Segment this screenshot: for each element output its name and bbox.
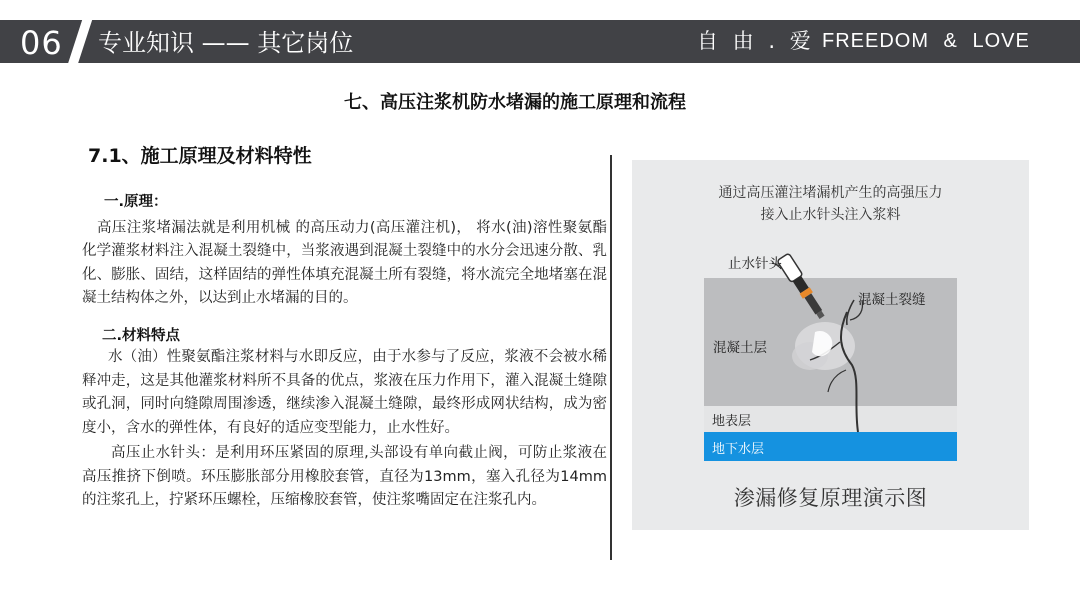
header-tagline-en: FREEDOM & LOVE (822, 30, 1030, 52)
principle-block (82, 191, 607, 311)
label-concrete: 混凝土层 (713, 340, 767, 356)
header-tagline: 自 由 . 爱 (697, 29, 815, 53)
diagram-title: 渗漏修复原理演示图 (733, 486, 928, 510)
diagram-drawing (632, 160, 1029, 530)
header-bar (0, 20, 1080, 63)
label-groundwater: 地下水层 (712, 442, 765, 457)
header-divider-slash (67, 16, 94, 68)
diagram-caption-line1: 通过高压灌注堵漏机产生的高强压力 (718, 185, 943, 201)
main-title: 七、高压注浆机防水堵漏的施工原理和流程 (344, 92, 686, 113)
column-divider (610, 155, 612, 560)
label-surface: 地表层 (712, 414, 752, 429)
materials-block (82, 326, 607, 513)
principle-text: 高压注浆堵漏法就是利用机械 的高压动力(高压灌注机)， 将水(油)溶性聚氨酯化学灌浆材料注入混凝土裂缝中，当浆液遇到混凝土裂缝中的水分会迅速分散、乳化、膨胀、固结，这样固结的弹性体填充混凝土所有裂缝，将水流完全地堵塞在混凝土结构体之外，以达到止水堵漏的目的。 (82, 219, 607, 306)
label-crack: 混凝土裂缝 (858, 292, 926, 308)
header-title: 专业知识 —— 其它岗位 (98, 29, 354, 57)
section-number: 06 (20, 24, 63, 62)
materials-heading: 二.材料特点 (102, 328, 181, 344)
principle-heading: 一.原理： (104, 194, 168, 210)
leak-repair-diagram (632, 160, 1029, 530)
nozzle-text: 高压止水针头：是利用环压紧固的原理,头部设有单向截止阀，可防止浆液在高压推挤下倒喷。环压膨胀部分用橡胶套管，直径为13mm，塞入孔径为14mm的注浆孔上，拧紧环压螺栓，压缩橡胶套管，使注浆嘴固定在注浆孔内。 (82, 445, 607, 508)
diagram-caption-line2: 接入止水针头注入浆料 (760, 207, 901, 223)
section-title: 7.1、施工原理及材料特性 (88, 145, 312, 167)
materials-text: 水（油）性聚氨酯注浆材料与水即反应，由于水参与了反应，浆液不会被水稀释冲走，这是其他灌浆材料所不具备的优点，浆液在压力作用下，灌入混凝土缝隙或孔洞，同时向缝隙周围渗透，继续渗入混凝土缝隙，最终形成网状结构，成为密度小，含水的弹性体，有良好的适应变型能力，止水性好。 (82, 349, 607, 436)
label-nozzle: 止水针头 (728, 256, 782, 272)
